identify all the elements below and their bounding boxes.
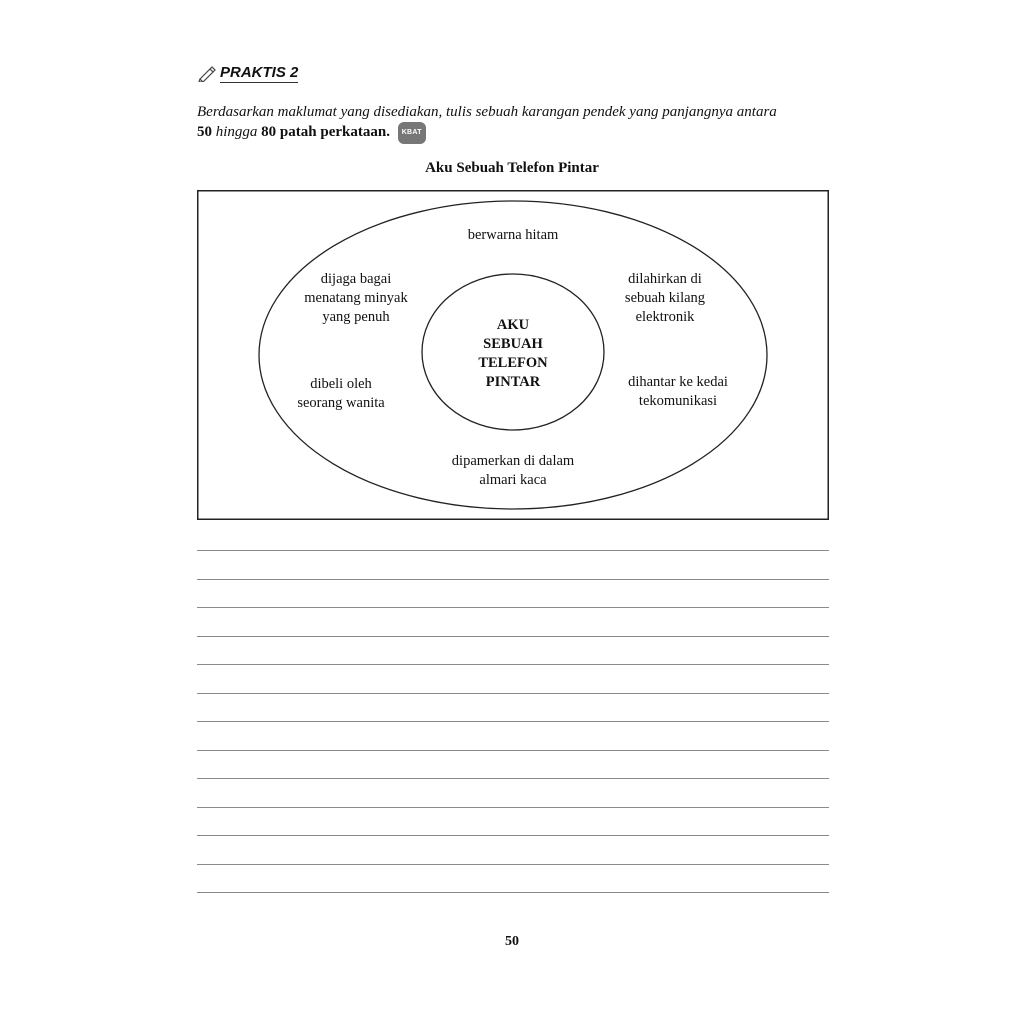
instruction-tail: patah perkataan. [279,124,390,140]
writing-line[interactable] [197,835,829,836]
instruction-hingga: hingga [215,124,258,140]
label-line: yang penuh [322,309,390,325]
label-line: berwarna hitam [467,227,559,243]
label-line: almari kaca [479,472,547,488]
label-line: sebuah kilang [624,290,706,306]
writing-line[interactable] [197,693,829,694]
pencil-icon [198,66,216,82]
writing-line[interactable] [197,579,829,580]
label-line: dipamerkan di dalam [451,453,575,469]
max-words: 80 [261,124,277,140]
writing-line[interactable] [197,607,829,608]
page-number: 50 [505,934,519,949]
label-top-right [595,270,735,327]
center-line: SEBUAH [483,336,543,352]
label-line: menatang minyak [304,290,408,306]
label-bottom-right [603,373,753,411]
writing-line[interactable] [197,721,829,722]
instruction-text [197,102,837,144]
label-top-left [281,270,431,327]
diagram-title: Aku Sebuah Telefon Pintar [425,160,599,176]
writing-line[interactable] [197,807,829,808]
writing-line[interactable] [197,892,829,893]
instruction-part1: Berdasarkan maklumat yang disediakan, tulis sebuah karangan pendek yang panjangnya antara [197,104,777,120]
label-line: seorang wanita [297,395,385,411]
label-line: dihantar ke kedai [628,374,728,390]
writing-line[interactable] [197,550,829,551]
section-header [198,64,298,83]
center-line: TELEFON [478,355,548,371]
writing-line[interactable] [197,636,829,637]
label-bottom-left [276,375,406,413]
label-line: dilahirkan di [628,271,702,287]
center-line: PINTAR [485,374,541,390]
bubble-map [197,190,829,520]
writing-line[interactable] [197,750,829,751]
label-top [413,226,613,245]
center-line: AKU [496,317,530,333]
writing-line[interactable] [197,778,829,779]
label-line: dijaga bagai [320,271,392,287]
center-label [453,316,573,392]
writing-line[interactable] [197,864,829,865]
min-words: 50 [197,124,212,140]
section-title: PRAKTIS 2 [220,64,299,81]
writing-line[interactable] [197,664,829,665]
label-line: elektronik [635,309,695,325]
label-line: dibeli oleh [310,376,372,392]
label-line: tekomunikasi [638,393,718,409]
label-bottom [413,452,613,490]
kbat-badge: KBAT [398,122,426,144]
